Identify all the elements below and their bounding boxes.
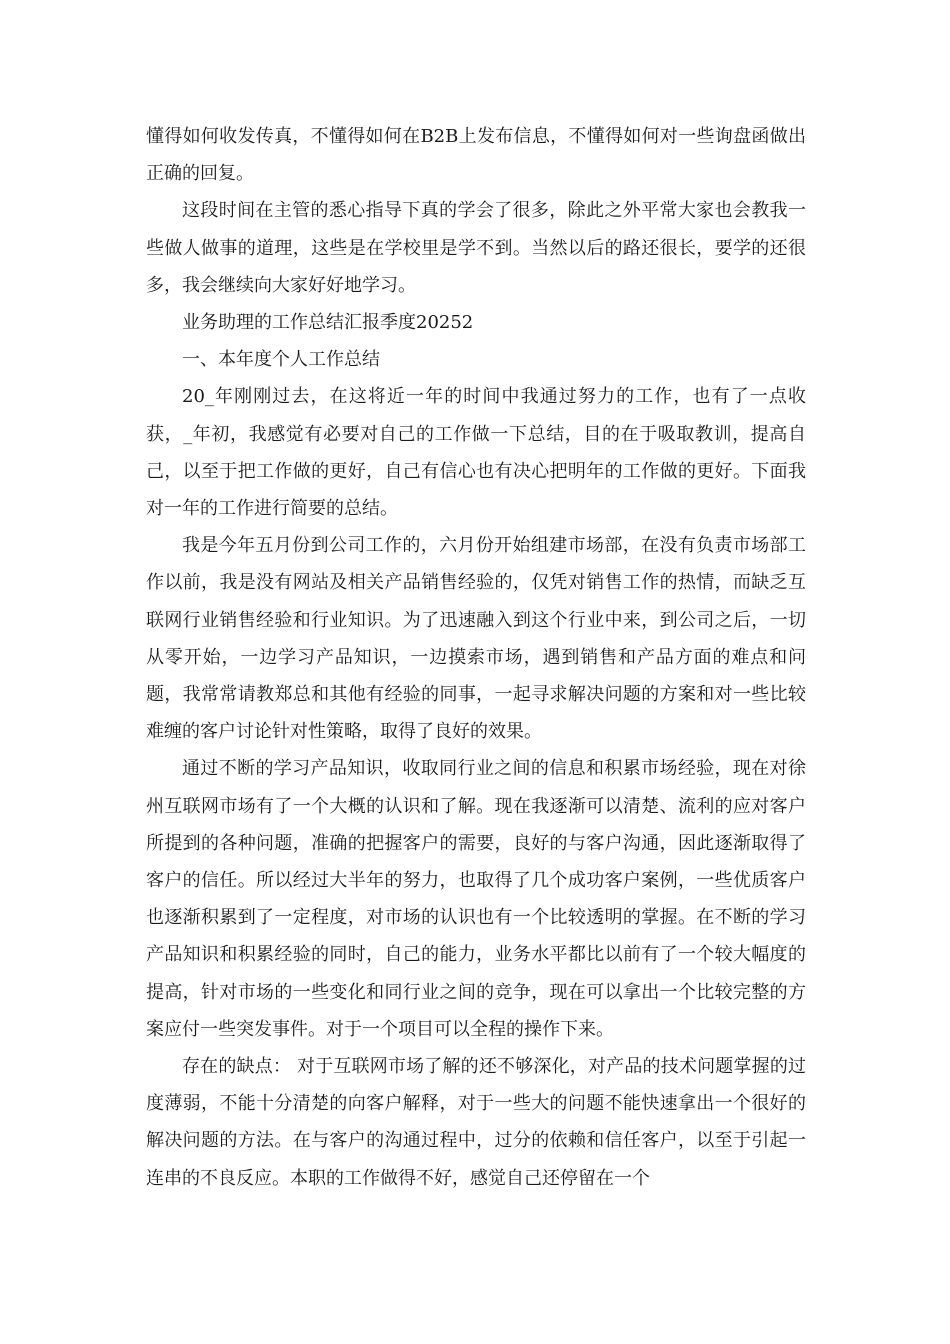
paragraph-4: 我是今年五月份到公司工作的，六月份开始组建市场部，在没有负责市场部工作以前，我是没有网站及相关产品销售经验的，仅凭对销售工作的热情，而缺乏互联网行业销售经验和行业知识。为了迅速融入到这个行业中来，到公司之后，一切从零开始，一边学习产品知识，一边摸索市场，遇到销售和产品方面的难点和问题，我常常请教郑总和其他有经验的同事，一起寻求解决问题的方案和对一些比较难缠的客户讨论针对性策略，取得了良好的效果。: [146, 535, 806, 743]
paragraph-2: 这段时间在主管的悉心指导下真的学会了很多，除此之外平常大家也会教我一些做人做事的道理，这些是在学校里是学不到。当然以后的路还很长，要学的还很多，我会继续向大家好好地学习。: [146, 200, 806, 296]
paragraph-5: 通过不断的学习产品知识，收取同行业之间的信息和积累市场经验，现在对徐州互联网市场有了一个大概的认识和了解。现在我逐渐可以清楚、流利的应对客户所提到的各种问题，准确的把握客户的需要，良好的与客户沟通，因此逐渐取得了客户的信任。所以经过大半年的努力，也取得了几个成功客户案例，一些优质客户也逐渐积累到了一定程度，对市场的认识也有一个比较透明的掌握。在不断的学习产品知识和积累经验的同时，自己的能力，业务水平都比以前有了一个较大幅度的提高，针对市场的一些变化和同行业之间的竞争，现在可以拿出一个比较完整的方案应付一些突发事件。对于一个项目可以全程的操作下来。: [146, 758, 806, 1040]
paragraph-1: 懂得如何收发传真，不懂得如何在B2B上发布信息，不懂得如何对一些询盘函做出正确的回复。: [146, 126, 806, 185]
paragraph-6: 存在的缺点： 对于互联网市场了解的还不够深化，对产品的技术问题掌握的过度薄弱，不能十分清楚的向客户解释，对于一些大的问题不能快速拿出一个很好的解决问题的方法。在与客户的沟通过程中，过分的依赖和信任客户，以至于引起一连串的不良反应。本职的工作做得不好，感觉自己还停留在一个: [146, 1056, 806, 1189]
document-body: [146, 118, 806, 1197]
paragraph-3: 20_年刚刚过去，在这将近一年的时间中我通过努力的工作，也有了一点收获，_年初，我感觉有必要对自己的工作做一下总结，目的在于吸取教训，提高自己，以至于把工作做的更好，自己有信心也有决心把明年的工作做的更好。下面我对一年的工作进行简要的总结。: [146, 386, 806, 520]
section-heading: 一、本年度个人工作总结: [182, 349, 380, 371]
section-title: 业务助理的工作总结汇报季度20252: [182, 312, 474, 334]
